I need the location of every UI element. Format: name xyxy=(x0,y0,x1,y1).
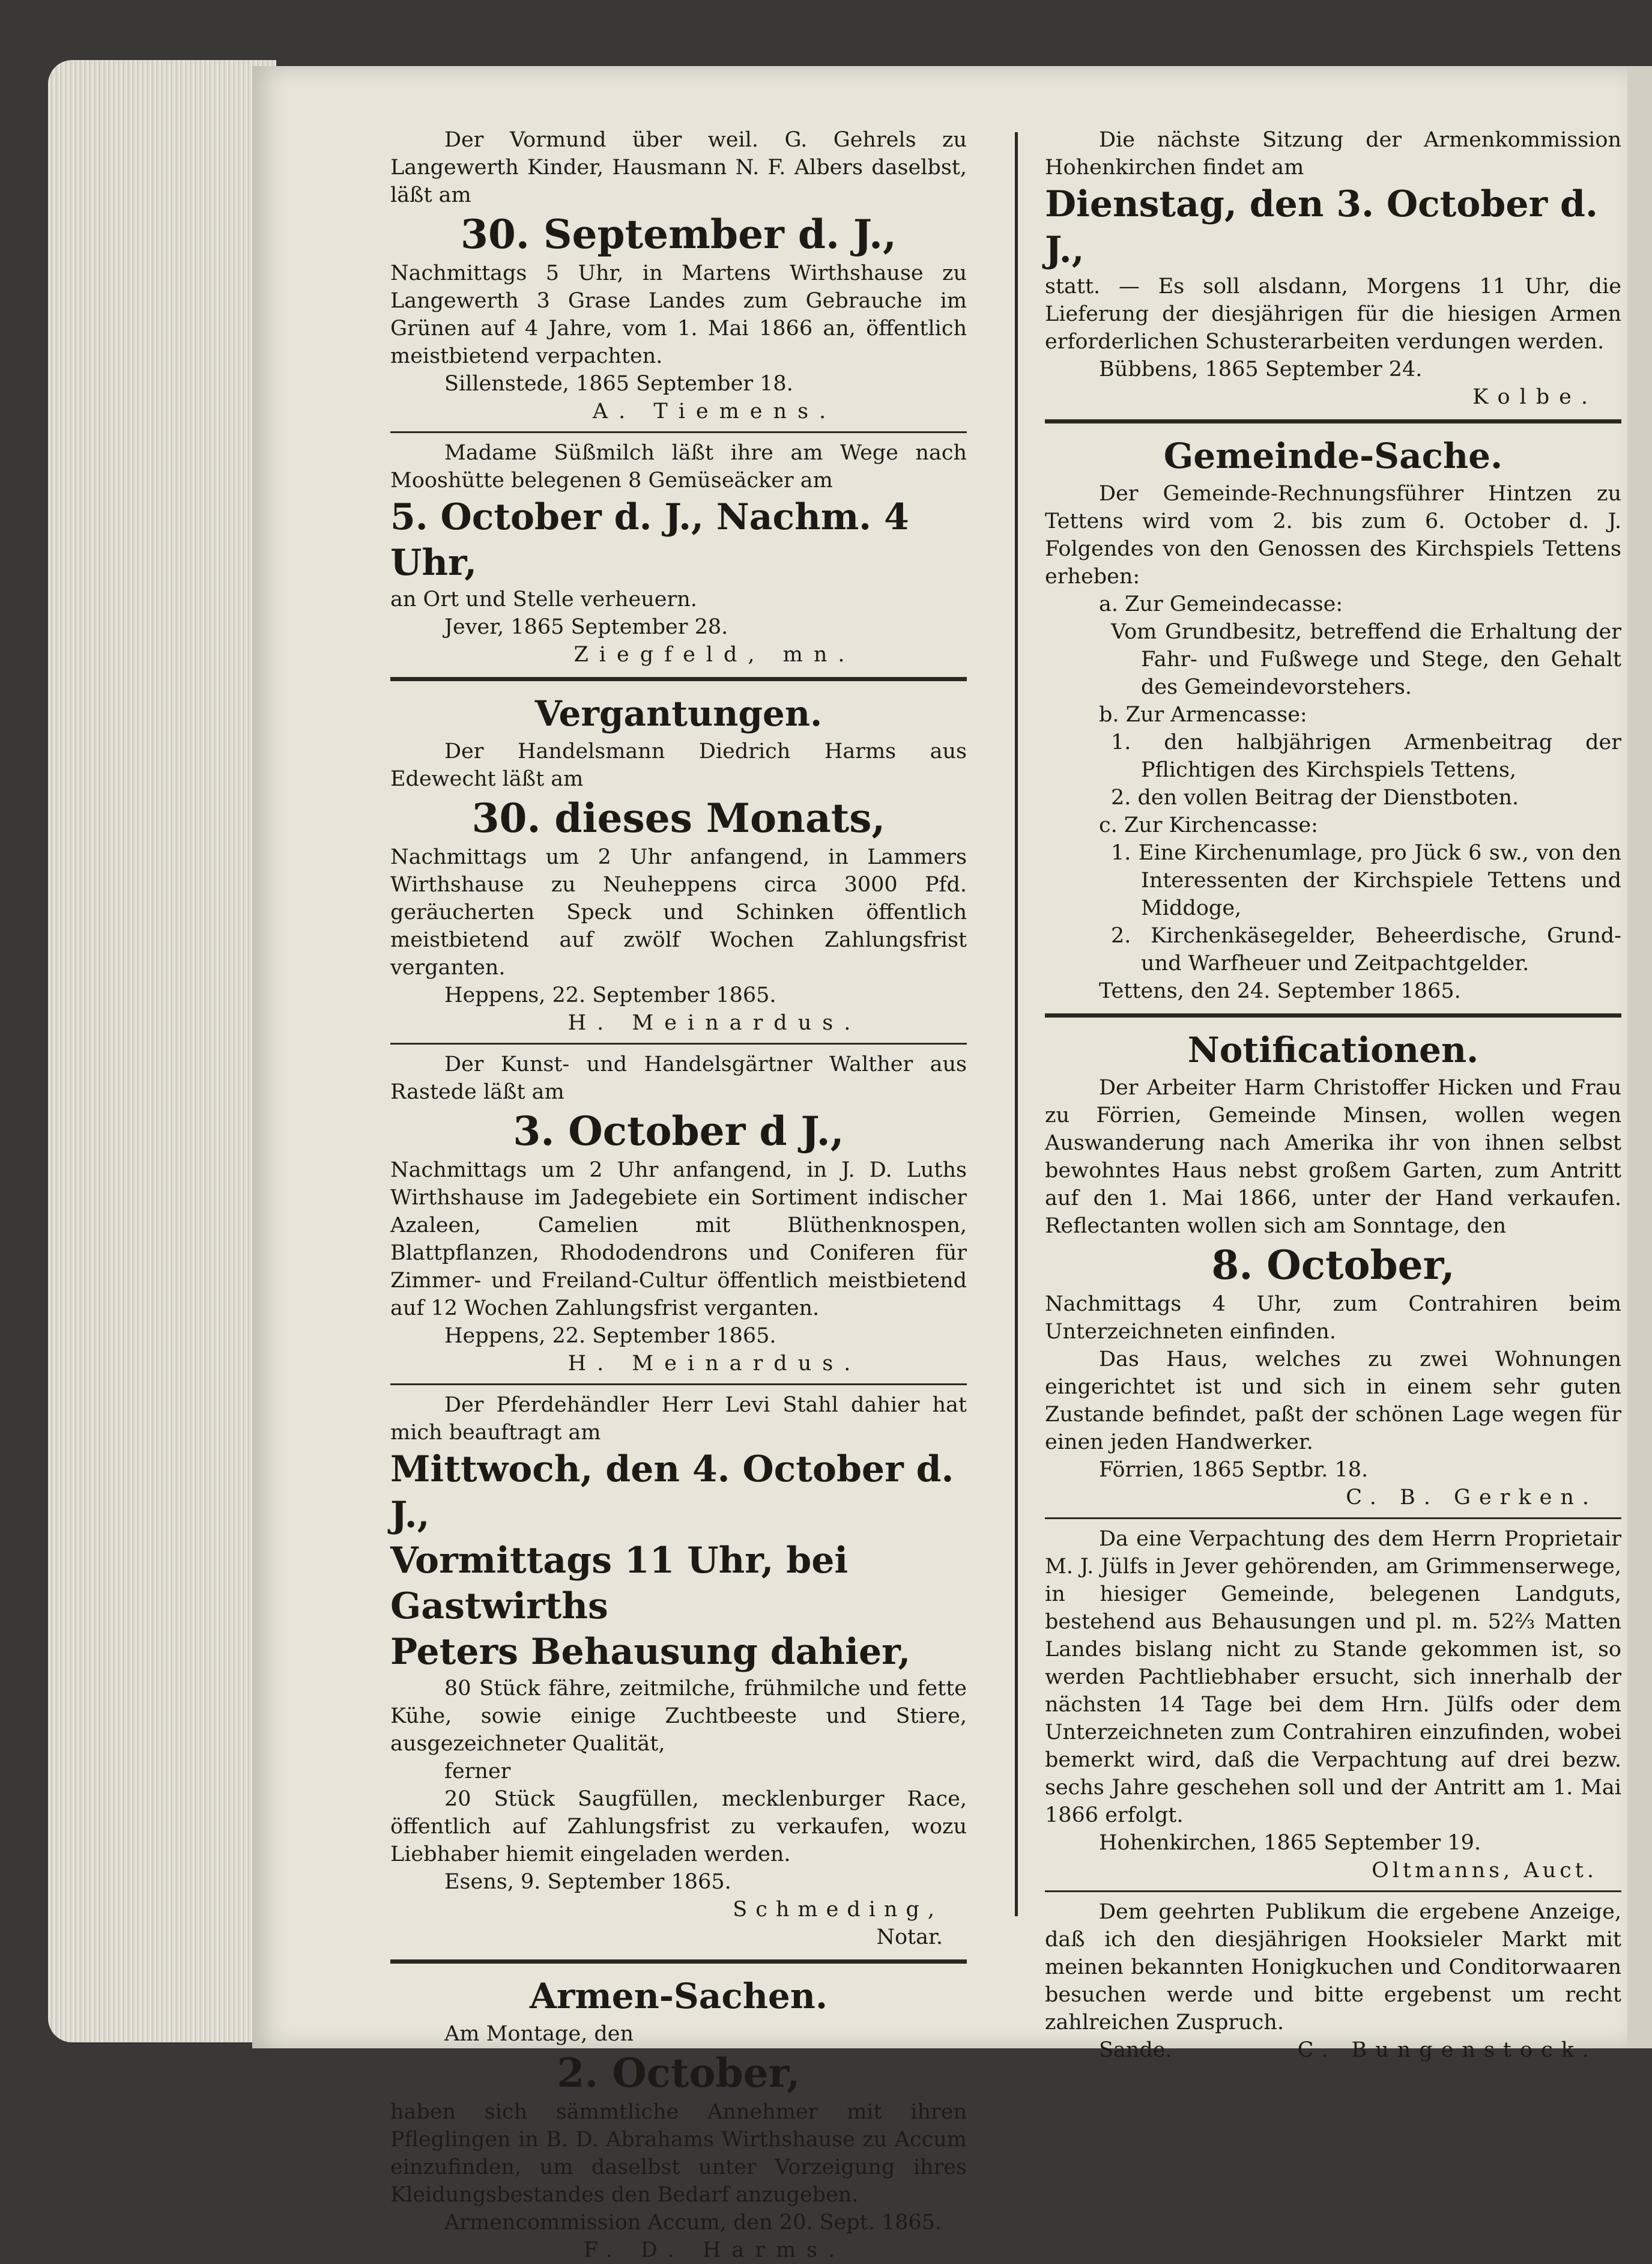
ad-signature: C. Bungenstock. xyxy=(1297,2038,1597,2062)
ad-place: Sillenstede, 1865 September 18. xyxy=(444,372,793,396)
section-heading: Armen-Sachen. xyxy=(529,1976,828,2017)
ad-place: Esens, 9. September 1865. xyxy=(444,1870,731,1894)
ad-signature: F. D. Harms. xyxy=(583,2238,846,2262)
ad-date: 2. October, xyxy=(557,2050,800,2096)
ad-text: Der Pferdehändler Herr Levi Stahl dahier hat mich beauftragt am xyxy=(390,1393,967,1445)
ad-date: 30. dieses Monats, xyxy=(471,795,886,842)
section-rule xyxy=(1045,1013,1621,1018)
ad-body: an Ort und Stelle verheuern. xyxy=(390,587,697,612)
ad-text: Da eine Verpachtung des dem Herrn Proprietair M. J. Jülfs in Jever gehörenden, am Grimmenserwege, in hiesiger Gemeinde, belegenen Landguts, bestehend aus Behausungen und pl. m. 52⅔ Matten Landes bislang nicht zu Stande gekommen ist, so werden Pachtliebhaber ersucht, sich innerhalb der nächsten 14 Tage bei dem Hrn. Jülfs oder dem Unterzeichneten zum Contrahiren einzufinden, wobei bemerkt wird, daß die Verpachtung auf drei bezw. sechs Jahre geschehen soll und der Antritt am 1. Mai 1866 erfolgt. xyxy=(1045,1527,1621,1827)
list-item: 1. den halbjährigen Armenbeitrag der Pflichtigen des Kirchspiels Tettens, xyxy=(1111,730,1621,782)
left-column xyxy=(390,126,967,2264)
separator-rule xyxy=(390,1383,967,1385)
ad-text: Madame Süßmilch läßt ihre am Wege nach Mooshütte belegenen 8 Gemüseäcker am xyxy=(390,441,967,493)
ad-body: haben sich sämmtliche Annehmer mit ihren Pfleglingen in B. D. Abrahams Wirthshause zu Accum einzufinden, um daselbst unter Vorzeigung ihres Kleidungsbestandes den Bedarf anzugeben. xyxy=(390,2100,967,2207)
ad-body: Nachmittags 5 Uhr, in Martens Wirthshause zu Langewerth 3 Grase Landes zum Gebrauche im Grünen auf 4 Jahre, vom 1. Mai 1866 an, öffentlich meistbietend verpachten. xyxy=(390,261,967,368)
ad-place: Sande. xyxy=(1099,2038,1172,2062)
ad-place: Jever, 1865 September 28. xyxy=(444,615,728,639)
ad-place: Förrien, 1865 Septbr. 18. xyxy=(1099,1458,1369,1482)
ad-body: Nachmittags um 2 Uhr anfangend, in Lammers Wirthshause zu Neuheppens circa 3000 Pfd. geräucherten Speck und Schinken öffentlich meistbietend auf zwölf Wochen Zahlungsfrist verganten. xyxy=(390,845,967,980)
ad-signature: H. Meinardus. xyxy=(567,1352,862,1376)
ad-text: Der Vormund über weil. G. Gehrels zu Langewerth Kinder, Hausmann N. F. Albers daselbst, läßt am xyxy=(390,128,967,207)
ad-date: 8. October, xyxy=(1211,1242,1455,1288)
ad-date: 30. September d. J., xyxy=(461,211,897,258)
ad-text: Der Arbeiter Harm Christoffer Hicken und Frau zu Förrien, Gemeinde Minsen, wollen wegen Auswanderung nach Amerika ihr von ihnen selbst bewohntes Haus nebst großem Garten, zum Antritt auf den 1. Mai 1866, unter der Hand verkaufen. Reflectanten wollen sich am Sonntage, den xyxy=(1045,1076,1621,1238)
section-rule xyxy=(390,677,967,681)
separator-rule xyxy=(1045,1890,1621,1892)
ad-body: 20 Stück Saugfüllen, mecklenburger Race, öffentlich auf Zahlungsfrist zu verkaufen, wozu Liebhaber hiemit eingeladen werden. xyxy=(390,1787,967,1866)
separator-rule xyxy=(390,431,967,433)
ad-text: Am Montage, den xyxy=(444,2022,634,2046)
ad-signature: Ziegfeld, mn. xyxy=(573,643,856,667)
section-rule xyxy=(1045,419,1621,423)
ad-date: Vormittags 11 Uhr, bei Gastwirths xyxy=(390,1540,849,1627)
ad-place: Bübbens, 1865 September 24. xyxy=(1099,357,1423,381)
column-divider xyxy=(1015,132,1018,1916)
section-heading: Vergantungen. xyxy=(534,693,823,734)
ad-body: statt. — Es soll alsdann, Morgens 11 Uhr, die Lieferung der diesjährigen für die hiesigen Armen erforderlichen Schusterarbeiten verdungen werden. xyxy=(1045,275,1621,354)
right-column xyxy=(1045,126,1645,2064)
list-item: 2. Kirchenkäsegelder, Beheerdische, Grund- und Warfheuer und Zeitpachtgelder. xyxy=(1111,924,1621,976)
ad-text: Der Gemeinde-Rechnungsführer Hintzen zu Tettens wird vom 2. bis zum 6. October d. J. Folgendes von den Genossen des Kirchspiels Tettens erheben: xyxy=(1045,482,1621,589)
ad-text: Die nächste Sitzung der Armenkommission Hohenkirchen findet am xyxy=(1045,128,1621,180)
ad-text: Der Kunst- und Handelsgärtner Walther aus Rastede läßt am xyxy=(390,1052,967,1104)
ad-date: 3. October d J., xyxy=(513,1108,844,1155)
separator-rule xyxy=(1045,1517,1621,1519)
ad-place: Tettens, den 24. September 1865. xyxy=(1099,979,1461,1003)
list-item: 1. Eine Kirchenumlage, pro Jück 6 sw., von den Interessenten der Kirchspiele Tettens und Middoge, xyxy=(1111,841,1621,920)
ad-place: Heppens, 22. September 1865. xyxy=(444,1324,776,1348)
ad-text: Der Handelsmann Diedrich Harms aus Edewecht läßt am xyxy=(390,739,967,791)
ad-footer xyxy=(1045,2036,1621,2064)
ad-signature: Kolbe. xyxy=(1472,385,1597,409)
ad-body: Nachmittags um 2 Uhr anfangend, in J. D. Luths Wirthshause im Jadegebiete ein Sortiment indischer Azaleen, Camelien mit Blüthenknospen, Blattpflanzen, Rhododendrons und Coniferen für Zimmer- und Freiland-Cultur öffentlich meistbietend auf 12 Wochen Zahlungsfrist verganten. xyxy=(390,1158,967,1320)
list-heading: b. Zur Armencasse: xyxy=(1099,703,1307,727)
ad-signature: Notar. xyxy=(876,1925,943,1949)
ad-date: Peters Behausung dahier, xyxy=(390,1631,911,1673)
list-heading: a. Zur Gemeindecasse: xyxy=(1099,592,1343,616)
section-heading: Notificationen. xyxy=(1187,1030,1479,1070)
book-page-edges xyxy=(48,60,276,2042)
ad-place: Heppens, 22. September 1865. xyxy=(444,983,776,1007)
newspaper-page xyxy=(252,66,1627,2262)
section-heading: Gemeinde-Sache. xyxy=(1163,436,1503,476)
separator-rule xyxy=(390,1043,967,1045)
ad-body: 80 Stück fähre, zeitmilche, frühmilche und fette Kühe, sowie einige Zuchtbeeste und Stiere, ausgezeichneter Qualität, xyxy=(390,1677,967,1756)
list-item: 2. den vollen Beitrag der Dienstboten. xyxy=(1111,786,1519,810)
ad-body: Nachmittags 4 Uhr, zum Contrahiren beim Unterzeichneten einfinden. xyxy=(1045,1292,1621,1344)
ad-place: Hohenkirchen, 1865 September 19. xyxy=(1099,1831,1481,1855)
list-heading: c. Zur Kirchencasse: xyxy=(1099,813,1318,837)
ad-body: Das Haus, welches zu zwei Wohnungen eingerichtet ist und sich in einem sehr guten Zustande befindet, paßt der schönen Lage wegen für einen jeden Handwerker. xyxy=(1045,1347,1621,1454)
ad-place: Armencommission Accum, den 20. Sept. 1865. xyxy=(444,2211,942,2235)
ad-date: Dienstag, den 3. October d. J., xyxy=(1045,183,1598,271)
ad-signature: Schmeding, xyxy=(733,1898,943,1922)
ad-body: ferner xyxy=(444,1759,511,1783)
ad-text: Dem geehrten Publikum die ergebene Anzeige, daß ich den diesjährigen Hooksieler Markt mit meinen bekannten Honigkuchen und Conditorwaaren besuchen werde und bitte ergebenst um recht zahlreichen Zuspruch. xyxy=(1045,1900,1621,2035)
section-rule xyxy=(390,1959,967,1964)
ad-date: 5. October d. J., Nachm. 4 Uhr, xyxy=(390,496,909,584)
ad-signature: H. Meinardus. xyxy=(567,1011,862,1035)
ad-signature: A. Tiemens. xyxy=(592,399,837,423)
ad-signature: C. B. Gerken. xyxy=(1346,1486,1597,1510)
ad-signature: Oltmanns, Auct. xyxy=(1372,1859,1597,1883)
list-text: Vom Grundbesitz, betreffend die Erhaltung der Fahr- und Fußwege und Stege, den Gehalt des Gemeindevorstehers. xyxy=(1111,620,1621,699)
ad-date: Mittwoch, den 4. October d. J., xyxy=(390,1448,954,1536)
